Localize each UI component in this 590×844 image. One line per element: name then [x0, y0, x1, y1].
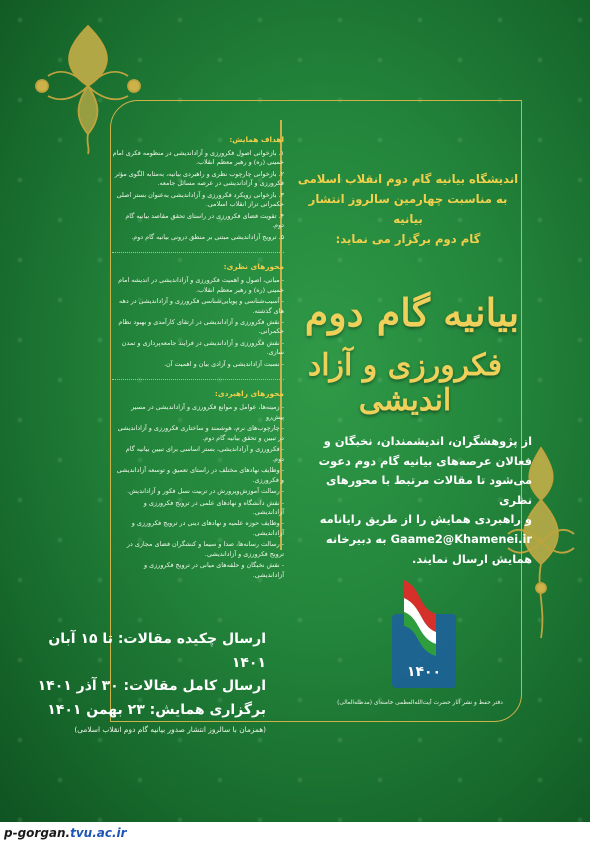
- divider: [112, 252, 284, 254]
- list-item: - نسبت آزاداندیشی و آزادی بیان و اهمیت آن.: [164, 359, 284, 368]
- email-address: Gaame2@Khamenei.ir: [390, 532, 532, 547]
- objectives-section: [112, 135, 284, 242]
- divider: [112, 379, 284, 381]
- call-for-papers: [300, 432, 532, 569]
- call-line: همایش ارسال نمایند.: [412, 551, 532, 566]
- call-line: از پژوهشگران، اندیشمندان، نخبگان و: [323, 434, 532, 448]
- list-item: - نقش نخبگان و حلقه‌های میانی در ترویج فکرورزی و آزاداندیشی.: [144, 561, 284, 579]
- date-abstract: ارسال چکیده مقالات: تا ۱۵ آبان ۱۴۰۱: [48, 631, 266, 671]
- call-line: و راهبردی همایش را از طریق رایانامه: [319, 512, 532, 527]
- list-item: - زمینه‌ها، عوامل و موانع فکرورزی و آزاداندیشی در مسیر پیش‌رو: [131, 403, 284, 421]
- list-item: - نقش فکرورزی و آزاداندیشی در فرایند جامعه‌پردازی و تمدن سازی.: [121, 338, 284, 357]
- strategic-title: محورهای راهبردی:: [214, 389, 284, 399]
- list-item: - رسالت رسانه‌ها، صدا و سیما و کنشگران فضای مجازی در ترویج فکرورزی و آزاداندیشی.: [126, 540, 284, 558]
- list-item: ۳. بازخوانی رویکرد فکرورزی و آزاداندیشی به‌عنوان بستر اصلی حکمرانی تراز انقلاب اسلامی.: [116, 190, 284, 209]
- date-conference: برگزاری همایش: ۲۳ بهمن ۱۴۰۱: [47, 701, 266, 718]
- intro-line: گام دوم برگزار می نماید:: [335, 231, 481, 246]
- site-link[interactable]: [4, 822, 127, 844]
- date-full-paper: ارسال کامل مقالات: ۳۰ آذر ۱۴۰۱: [37, 678, 266, 695]
- theoretical-title: محورهای نظری:: [223, 262, 284, 272]
- list-item: - رسالت آموزش‌وپرورش در تربیت نسل فکور و آزاداندیش.: [127, 487, 284, 496]
- list-item: - نقش دانشگاه و نهادهای علمی در ترویج فکرورزی و آزاداندیشی.: [143, 498, 284, 516]
- theoretical-section: [112, 262, 284, 369]
- list-item: - فکرورزی و آزاداندیشی، بستر اساسی برای تبیین بیانیه گام دوم.: [125, 445, 284, 463]
- list-item: - وظایف نهادهای مختلف در راستای تعمیق و توسعه آزاداندیشی و فکرورزی.: [116, 466, 284, 484]
- site-prefix: p-gorgan.: [4, 826, 71, 840]
- call-line: [300, 530, 532, 550]
- list-item: ۴. تقویت فضای فکرورزی در راستای تحقق مقاصد بیانیه گام دوم.: [125, 211, 284, 230]
- main-title: بیانیه گام دوم: [304, 290, 520, 335]
- conference-details: [112, 135, 284, 590]
- intro-line: به مناسبت چهارمین سالروز انتشار بیانیه: [308, 191, 508, 226]
- objectives-title: اهداف همایش:: [229, 135, 284, 144]
- intro-text: [292, 170, 524, 250]
- list-item: - مبانی، اصول و اهمیت فکرورزی و آزاداندیشی در اندیشه امام خمینی (ره) و رهبر معظم انقلاب.: [118, 276, 284, 294]
- main-subtitle: فکرورزی و آزاد اندیشی: [307, 348, 503, 418]
- strategic-section: [112, 389, 284, 580]
- important-dates: [30, 628, 266, 737]
- site-domain: tvu.ac.ir: [70, 826, 127, 840]
- list-item: ۱. بازخوانی اصول فکرورزی و آزاداندیشی در منظومه فکری امام خمینی (ره) و رهبر معظم انقلاب.: [112, 148, 284, 167]
- call-line-tail: به دبیرخانه: [325, 532, 387, 547]
- list-item: - چارچوب‌های نرم، هوشمند و ساختاری فکرورزی و آزاداندیشی در تبیین و تحقق بیانیه گام دوم.: [117, 424, 284, 442]
- call-line: می‌شود تا مقالات مرتبط با محورهای نظری: [326, 473, 532, 507]
- flag-logo-icon: [382, 574, 466, 694]
- dates-note: (همزمان با سالروز انتشار صدور بیانیه گام دوم انقلاب اسلامی): [74, 725, 266, 735]
- list-item: - آسیب‌شناسی و پویایی‌شناسی فکرورزی و آزاداندیشی در دهه های گذشته.: [119, 297, 284, 315]
- list-item: - وظایف حوزه علمیه و نهادهای دینی در ترویج فکرورزی و آزاداندیشی.: [131, 519, 284, 537]
- call-line: فعالان عرصه‌های بیانیه گام دوم دعوت: [318, 453, 532, 468]
- list-item: - نقش فکرورزی و آزاداندیشی در ارتقای کارآمدی و بهبود نظام حکمرانی.: [118, 318, 284, 336]
- list-item: ۲. بازخوانی چارچوب نظری و راهبردی بیانیه، به‌مثابه الگوی مؤثر فکرورزی و آزاداندیشی در عرصه مسائل جامعه.: [114, 169, 284, 188]
- list-item: ۵. ترویج آزاداندیشی مبتنی بر منطق درونی بیانیه گام دوم.: [131, 232, 284, 241]
- intro-line: اندیشگاه بیانیه گام دوم انقلاب اسلامی: [297, 172, 519, 186]
- office-credit: دفتر حفظ و نشر آثار حضرت آیت‌الله‌العظمی خامنه‌ای (مدظله‌العالی): [337, 700, 503, 706]
- logo-text: ۱۴۰۰: [406, 664, 442, 680]
